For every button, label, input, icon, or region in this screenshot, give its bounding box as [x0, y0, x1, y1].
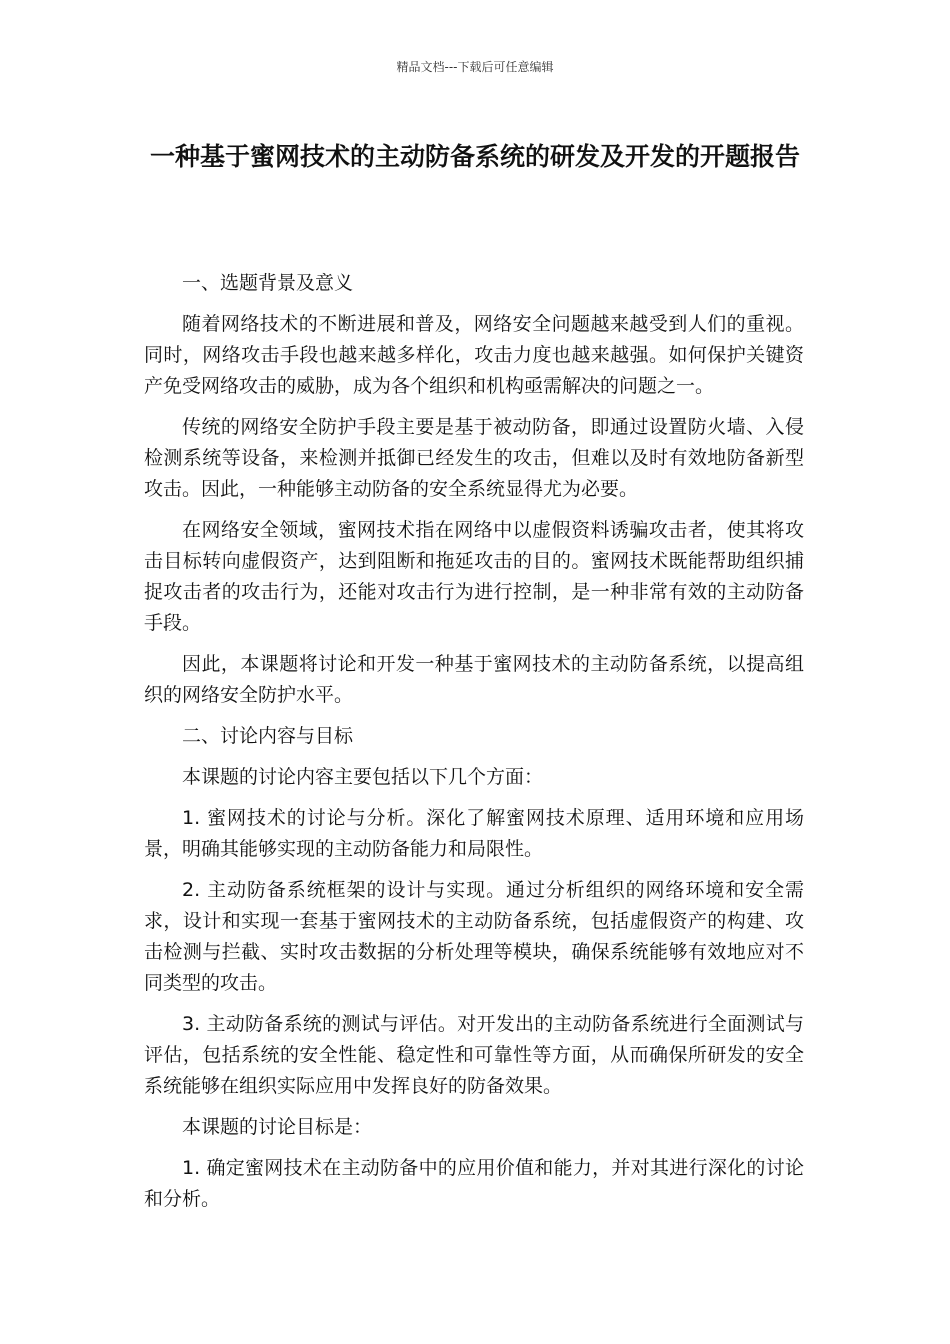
list-item: 1. 蜜网技术的讨论与分析。深化了解蜜网技术原理、适用环境和应用场景，明确其能够实现的主动防备能力和局限性。: [144, 807, 804, 860]
list-item: 3. 主动防备系统的测试与评估。对开发出的主动防备系统进行全面测试与评估，包括系统的安全性能、稳定性和可靠性等方面，从而确保所研发的安全系统能够在组织实际应用中发挥良好的防备效果。: [144, 1013, 804, 1097]
paragraph: 本课题的讨论目标是：: [182, 1116, 373, 1138]
paragraph: 因此，本课题将讨论和开发一种基于蜜网技术的主动防备系统，以提高组织的网络安全防护水平。: [144, 653, 804, 706]
list-item: 2. 主动防备系统框架的设计与实现。通过分析组织的网络环境和安全需求，设计和实现一套基于蜜网技术的主动防备系统，包括虚假资产的构建、攻击检测与拦截、实时攻击数据的分析处理等模块，确保系统能够有效地应对不同类型的攻击。: [144, 879, 804, 994]
page-header-note: 精品文档---下载后可任意编辑: [396, 60, 554, 74]
section-heading-content-goals: 二、讨论内容与目标: [182, 725, 354, 747]
paragraph: 本课题的讨论内容主要包括以下几个方面：: [182, 766, 544, 788]
paragraph: 传统的网络安全防护手段主要是基于被动防备，即通过设置防火墙、入侵检测系统等设备，来检测并抵御已经发生的攻击，但难以及时有效地防备新型攻击。因此，一种能够主动防备的安全系统显得尤为必要。: [144, 416, 804, 500]
paragraph: 在网络安全领域，蜜网技术指在网络中以虚假资料诱骗攻击者，使其将攻击目标转向虚假资产，达到阻断和拖延攻击的目的。蜜网技术既能帮助组织捕捉攻击者的攻击行为，还能对攻击行为进行控制，是一种非常有效的主动防备手段。: [144, 519, 804, 634]
section-heading-background: 一、选题背景及意义: [182, 272, 354, 294]
document-title: 一种基于蜜网技术的主动防备系统的研发及开发的开题报告: [149, 142, 800, 171]
paragraph: 随着网络技术的不断进展和普及，网络安全问题越来越受到人们的重视。同时，网络攻击手段也越来越多样化，攻击力度也越来越强。如何保护关键资产免受网络攻击的威胁，成为各个组织和机构亟需解决的问题之一。: [144, 313, 804, 397]
list-item: 1. 确定蜜网技术在主动防备中的应用价值和能力，并对其进行深化的讨论和分析。: [144, 1157, 804, 1210]
document-body: [144, 268, 804, 1225]
